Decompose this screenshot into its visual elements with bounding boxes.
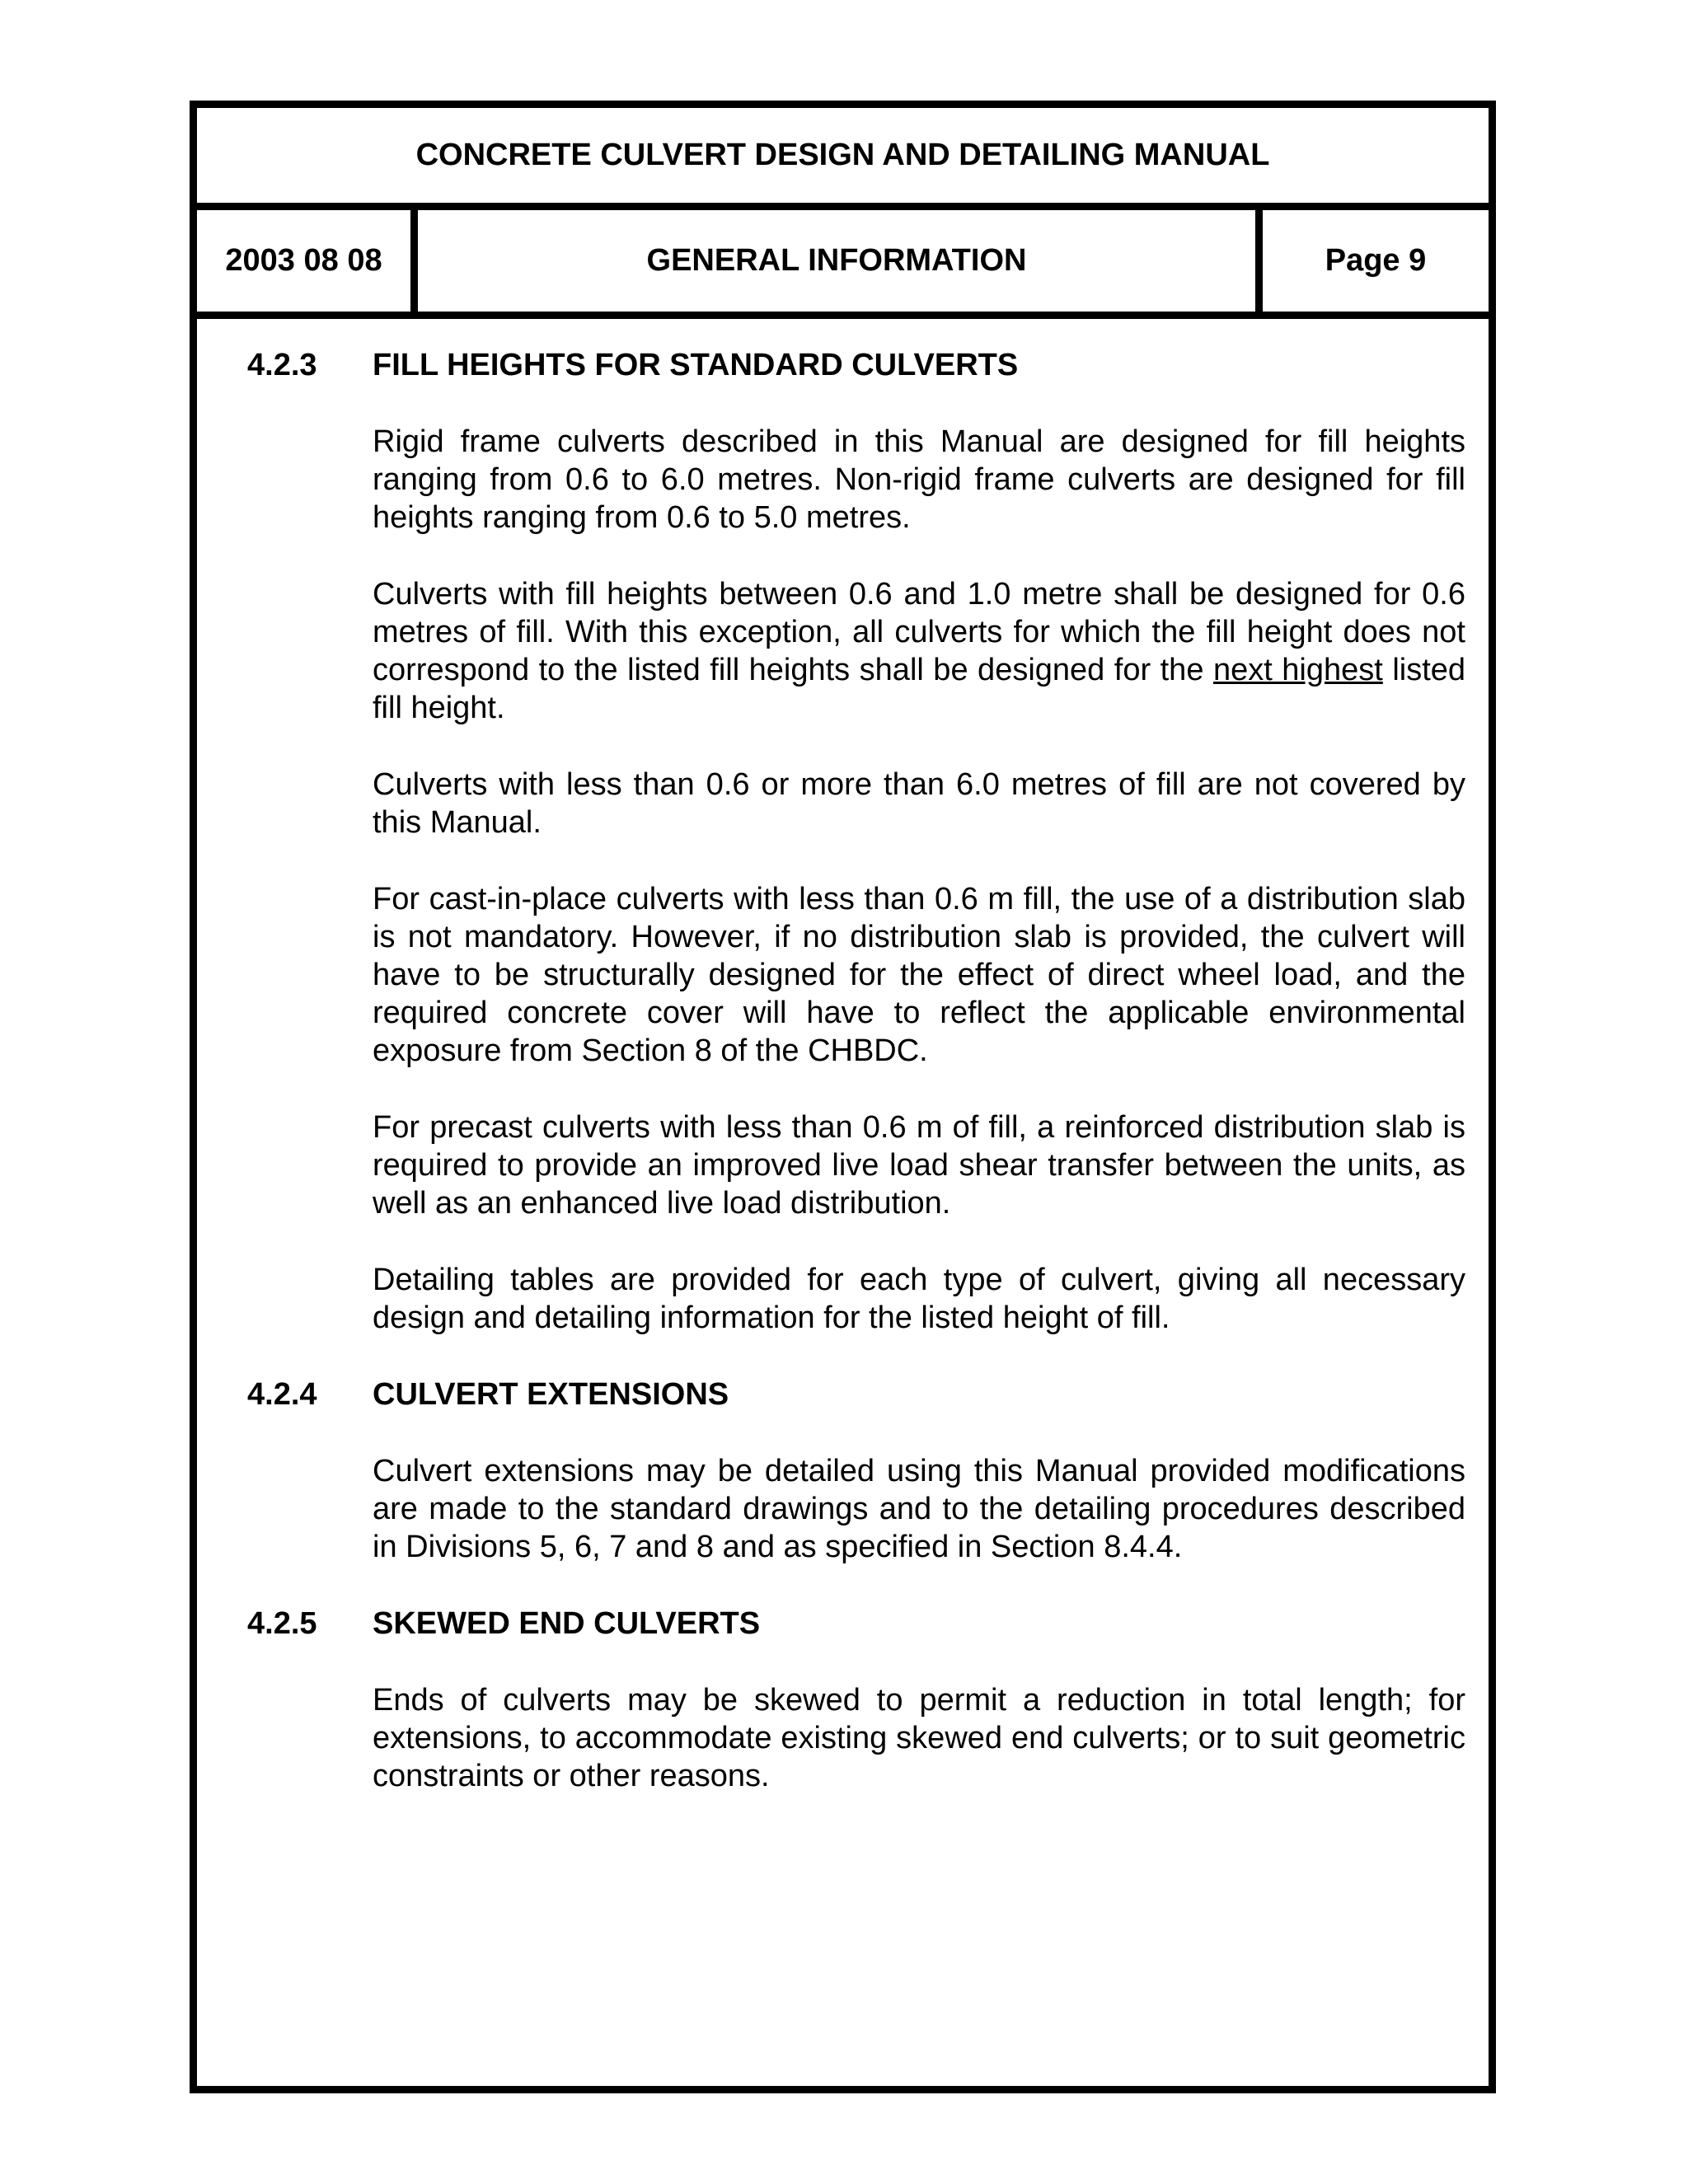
- section-4-2-3: [247, 346, 1467, 1337]
- paragraph: Culverts with less than 0.6 or more than 6.0 metres of fill are not covered by this Manual.: [373, 767, 1465, 840]
- header-section-title: GENERAL INFORMATION: [418, 210, 1263, 312]
- section-heading: [247, 1605, 1467, 1643]
- header-info-row: [197, 210, 1489, 319]
- paragraph: Culverts with fill heights between 0.6 and 1.0 metre shall be designed for 0.6 metres of fill. With this exception, all culverts for which the fill height does not correspond to the listed fill heights shall be designed for the next highest listed fill height.: [373, 577, 1466, 725]
- section-title: CULVERT EXTENSIONS: [373, 1377, 729, 1412]
- paragraph: Culvert extensions may be detailed using this Manual provided modifications are made to the standard drawings and to the detailing procedures described in Divisions 5, 6, 7 and 8 and as specified in Section 8.4.4.: [373, 1454, 1465, 1564]
- paragraph: For cast-in-place culverts with less than 0.6 m fill, the use of a distribution slab is not mandatory. However, if no distribution slab is provided, the culvert will have to be structurally designed for the effect of direct wheel load, and the required concrete cover will have to reflect the applicable environmental exposure from Section 8 of the CHBDC.: [373, 882, 1465, 1068]
- underlined-text: next highest: [1212, 653, 1383, 687]
- paragraph: Rigid frame culverts described in this Manual are designed for fill heights ranging from 0.6 to 6.0 metres. Non-rigid frame culverts are designed for fill heights ranging from 0.6 to 5.0 metres.: [373, 424, 1465, 535]
- section-number: 4.2.5: [247, 1606, 317, 1641]
- section-heading: [247, 1376, 1467, 1413]
- section-number: 4.2.3: [247, 348, 317, 382]
- section-number: 4.2.4: [247, 1377, 317, 1412]
- section-4-2-5: [247, 1605, 1467, 1795]
- header-date: 2003 08 08: [197, 210, 418, 312]
- page-content: [247, 346, 1467, 1834]
- header-page-number: Page 9: [1325, 243, 1427, 278]
- paragraph: Ends of culverts may be skewed to permit a reduction in total length; for extensions, to accommodate existing skewed end culverts; or to suit geometric constraints or other reasons.: [373, 1683, 1465, 1793]
- paragraph: For precast culverts with less than 0.6 m of fill, a reinforced distribution slab is required to provide an improved live load shear transfer between the units, as well as an enhanced live load distribution.: [373, 1110, 1465, 1221]
- manual-title: [197, 108, 1489, 210]
- section-heading: [247, 346, 1467, 384]
- paragraph: Detailing tables are provided for each type of culvert, giving all necessary design and detailing information for the listed height of fill.: [373, 1263, 1465, 1335]
- manual-title-text: CONCRETE CULVERT DESIGN AND DETAILING MANUAL: [415, 138, 1270, 172]
- section-title: FILL HEIGHTS FOR STANDARD CULVERTS: [373, 348, 1019, 382]
- section-title: SKEWED END CULVERTS: [373, 1606, 761, 1641]
- section-4-2-4: [247, 1376, 1467, 1566]
